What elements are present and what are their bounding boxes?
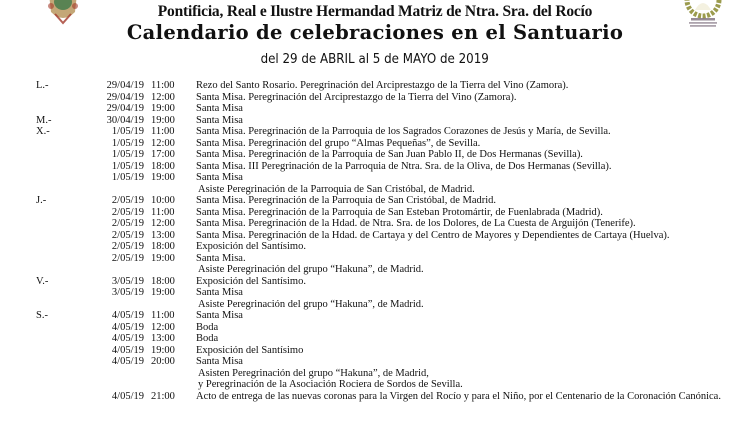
event-date: 2/05/19: [111, 218, 144, 229]
schedule-row: [0, 345, 750, 357]
event-time: 18:00: [151, 241, 175, 252]
schedule-row: [0, 264, 750, 276]
event-time: 12:00: [151, 218, 175, 229]
event-description: Santa Misa. Peregrinación de la Parroquia de San Esteban Protomártir, de Fuenlabrada (Madrid).: [196, 206, 603, 218]
event-time: 13:00: [151, 333, 175, 344]
event-date: 1/05/19: [111, 172, 144, 183]
event-date: 2/05/19: [111, 206, 144, 218]
event-time: 11:00: [151, 80, 175, 91]
event-time: 19:00: [151, 103, 175, 114]
day-label: J.-: [36, 195, 47, 206]
event-date: 2/05/19: [111, 252, 144, 264]
day-label: X.-: [36, 126, 50, 137]
event-description: Santa Misa. Peregrinación del grupo “Almas Pequeñas”, de Sevilla.: [196, 137, 481, 149]
schedule-row: [0, 103, 750, 115]
event-description: Santa Misa: [196, 310, 243, 321]
event-description: Santa Misa: [196, 114, 243, 126]
event-date: 29/04/19: [106, 103, 144, 114]
schedule-row: [0, 368, 750, 380]
event-description: Boda: [196, 321, 219, 333]
event-time: 19:00: [151, 344, 175, 356]
event-time: 12:00: [151, 91, 175, 103]
event-time: 12:00: [151, 321, 175, 333]
schedule-row: [0, 80, 750, 92]
event-description: Asiste Peregrinación del grupo “Hakuna”, de Madrid.: [198, 264, 424, 275]
event-date: 4/05/19: [111, 390, 144, 402]
event-date: 2/05/19: [111, 241, 144, 252]
event-description: Santa Misa: [196, 172, 243, 183]
event-time: 17:00: [151, 149, 175, 160]
event-date: 1/05/19: [111, 160, 144, 172]
event-time: 20:00: [151, 356, 175, 367]
event-date: 4/05/19: [111, 333, 144, 344]
event-description: y Peregrinación de la Asociación Rociera de Sordos de Sevilla.: [198, 379, 463, 390]
schedule-row: [0, 391, 750, 403]
event-time: 11:00: [151, 126, 175, 137]
event-description: Santa Misa. Peregrinación de la Hdad. de Ntra. Sra. de los Dolores, de La Cuesta de Arguijón (Tenerife).: [196, 218, 636, 229]
event-description: Exposición del Santísimo: [196, 344, 304, 356]
event-time: 19:00: [151, 172, 175, 183]
schedule-row: [0, 333, 750, 345]
event-description: Santa Misa: [196, 287, 243, 298]
schedule-row: [0, 138, 750, 150]
date-range-text: del 29 de ABRIL al 5 de MAYO de 2019: [260, 51, 490, 67]
schedule-row: [0, 161, 750, 173]
event-description: Santa Misa. Peregrinación del Arciprestazgo de la Tierra del Vino (Zamora).: [196, 91, 517, 103]
event-description: Exposición del Santísimo.: [196, 241, 306, 252]
event-description: Acto de entrega de las nuevas coronas para la Virgen del Rocío y para el Niño, por el Centenario de la Coronación Canónica.: [196, 390, 721, 402]
brotherhood-name: Pontificia, Real e Ilustre Hermandad Matriz de Ntra. Sra. del Rocío: [157, 3, 593, 20]
event-date: 4/05/19: [111, 344, 144, 356]
event-time: 10:00: [151, 195, 175, 206]
event-description: Santa Misa. Peregrinación de la Hdad. de Cartaya y del Centro de Mayores y Dependientes de Cartaya (Huelva).: [196, 229, 670, 241]
schedule-row: [0, 149, 750, 161]
event-date: 4/05/19: [111, 310, 144, 321]
event-time: 12:00: [151, 137, 175, 149]
event-date: 4/05/19: [111, 356, 144, 367]
event-date: 2/05/19: [111, 195, 144, 206]
schedule-row: [0, 287, 750, 299]
event-date: 4/05/19: [111, 321, 144, 333]
event-description: Santa Misa: [196, 356, 243, 367]
schedule-row: [0, 379, 750, 391]
event-date: 1/05/19: [111, 149, 144, 160]
schedule-row: [0, 276, 750, 288]
event-time: 18:00: [151, 275, 175, 287]
event-time: 18:00: [151, 160, 175, 172]
schedule-row: [0, 126, 750, 138]
event-description: Asisten Peregrinación del grupo “Hakuna”, de Madrid,: [198, 367, 429, 379]
event-date: 3/05/19: [111, 287, 144, 298]
date-range: [0, 51, 750, 67]
schedule-row: [0, 299, 750, 311]
event-time: 21:00: [151, 390, 175, 402]
schedule-row: [0, 92, 750, 104]
schedule-row: [0, 322, 750, 334]
event-date: 29/04/19: [106, 91, 144, 103]
day-label: V.-: [36, 275, 49, 287]
schedule-row: [0, 356, 750, 368]
schedule-row: [0, 241, 750, 253]
event-date: 30/04/19: [106, 114, 144, 126]
document-title: Calendario de celebraciones en el Santuario: [126, 21, 624, 44]
schedule-row: [0, 207, 750, 219]
event-date: 2/05/19: [111, 229, 144, 241]
event-description: Santa Misa: [196, 103, 243, 114]
event-date: 3/05/19: [111, 275, 144, 287]
schedule-row: [0, 172, 750, 184]
schedule-row: [0, 253, 750, 265]
event-time: 19:00: [151, 287, 175, 298]
event-time: 11:00: [151, 310, 175, 321]
day-label: L.-: [36, 80, 49, 91]
event-description: Santa Misa.: [196, 252, 246, 264]
event-date: 1/05/19: [111, 126, 144, 137]
event-description: Santa Misa. Peregrinación de la Parroquia de San Cristóbal, de Madrid.: [196, 195, 497, 206]
schedule-row: [0, 115, 750, 127]
event-description: Santa Misa. III Peregrinación de la Parroquia de Ntra. Sra. de la Oliva, de Dos Hermanas (Sevilla).: [196, 160, 612, 172]
event-description: Asiste Peregrinación de la Parroquia de San Cristóbal, de Madrid.: [198, 183, 475, 195]
event-description: Santa Misa. Peregrinación de la Parroquia de los Sagrados Corazones de Jesús y María, de Sevilla.: [196, 126, 611, 137]
event-date: 29/04/19: [106, 80, 144, 91]
event-time: 13:00: [151, 229, 175, 241]
day-label: S.-: [36, 310, 48, 321]
day-label: M.-: [36, 114, 52, 126]
event-date: 1/05/19: [111, 137, 144, 149]
schedule-table: [0, 80, 750, 402]
event-time: 11:00: [151, 206, 175, 218]
event-description: Asiste Peregrinación del grupo “Hakuna”, de Madrid.: [198, 298, 424, 310]
schedule-row: [0, 218, 750, 230]
event-description: Boda: [196, 333, 219, 344]
schedule-row: [0, 310, 750, 322]
event-description: Rezo del Santo Rosario. Peregrinación del Arciprestazgo de la Tierra del Vino (Zamora).: [196, 80, 569, 91]
event-description: Santa Misa. Peregrinación de la Parroquia de San Juan Pablo II, de Dos Hermanas (Sevilla).: [196, 149, 583, 160]
event-time: 19:00: [151, 114, 175, 126]
schedule-row: [0, 184, 750, 196]
schedule-row: [0, 230, 750, 242]
event-description: Exposición del Santísimo.: [196, 275, 306, 287]
schedule-row: [0, 195, 750, 207]
event-time: 19:00: [151, 252, 175, 264]
